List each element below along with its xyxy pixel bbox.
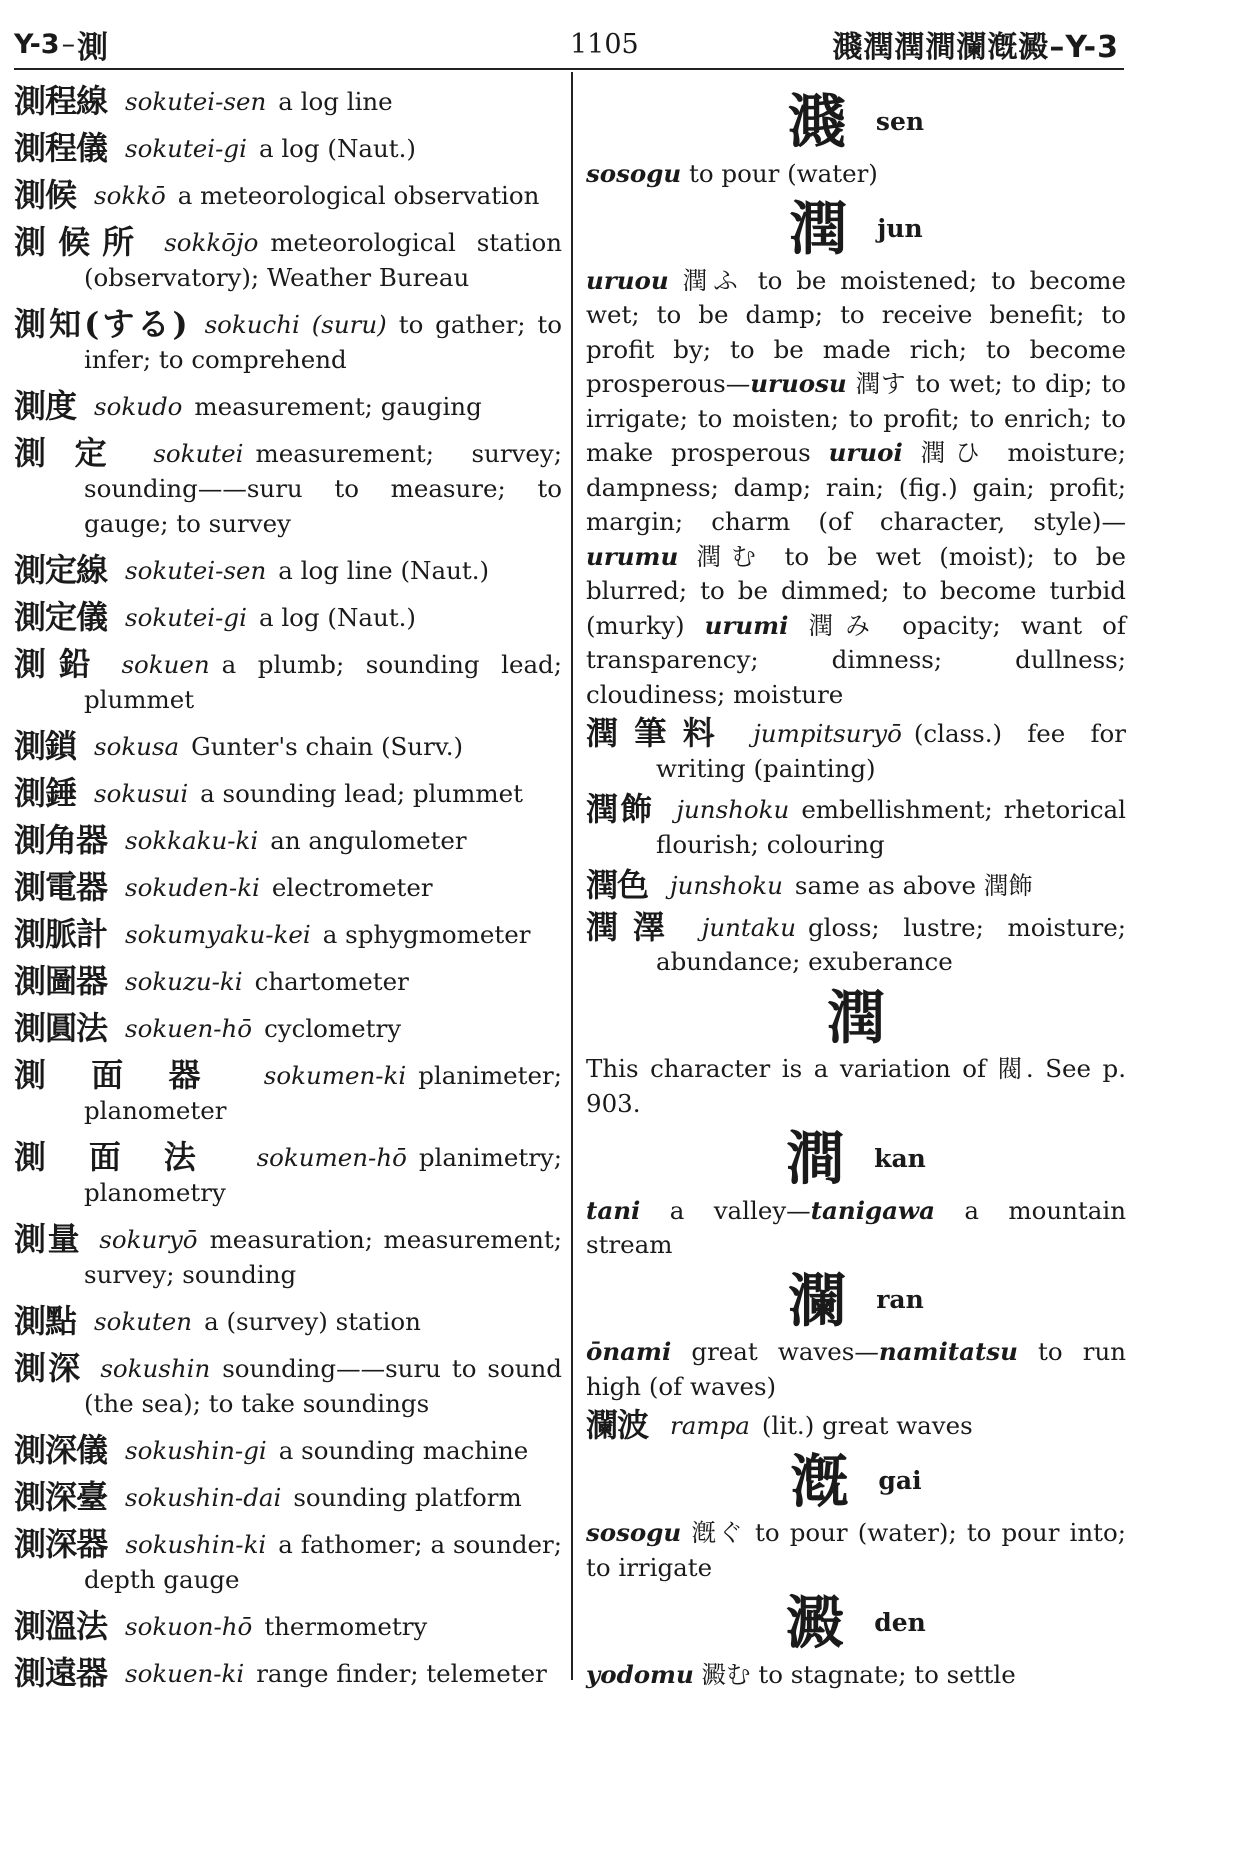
compound-entry [586, 1408, 1126, 1444]
headword-romaji: ran [876, 1285, 924, 1314]
entry-reading: sokuen-ki [125, 1659, 245, 1688]
dictionary-entry [14, 1011, 562, 1046]
headword-kanji: 澗 [786, 1124, 845, 1193]
entry-kanji: 潤飾 [586, 790, 655, 828]
dictionary-entry [14, 964, 562, 999]
kun-kanji: 潤ふ [682, 265, 744, 295]
entry-definition: sounding platform [293, 1483, 522, 1512]
entry-kanji: 測定儀 [14, 598, 108, 636]
jun-compounds [586, 716, 1126, 980]
headword-ran [586, 1266, 1126, 1334]
entry-reading: sokusa [94, 732, 180, 761]
kun-kanji: 潤す [855, 369, 907, 398]
definition-text: great waves— [691, 1337, 879, 1366]
kun-kanji: 潤ひ [920, 438, 990, 467]
entry-definition: a sphygmometer [322, 920, 531, 949]
dictionary-entry [586, 868, 1126, 904]
variant-note: This character is a variation of 閥. See p. 903. [586, 1054, 1126, 1118]
running-head-left [14, 20, 108, 68]
kun-reading: urumi [704, 610, 789, 640]
kun-reading: uruou [586, 265, 669, 295]
entry-definition: measurement; survey; sounding——suru to measure; to gauge; to survey [84, 439, 562, 538]
entry-definition: meteorological station (observatory); Weather Bureau [84, 228, 562, 292]
dictionary-entry [14, 84, 562, 119]
entry-definition: a plumb; sounding lead; plummet [84, 650, 562, 714]
section-code: Y-3 [14, 28, 60, 60]
entry-reading: sokuzu-ki [125, 967, 243, 996]
definition-text: to run high (of waves) [586, 1337, 1126, 1401]
definition-text: to wet; to dip; to irrigate; to moisten; to profit; to enrich; to make prosperous [586, 369, 1127, 467]
dictionary-entry [14, 553, 562, 588]
entry-definition: embellishment; rhetorical flourish; colouring [656, 795, 1126, 859]
kun-kanji: 潤み [808, 610, 883, 640]
entry-definition: chartometer [254, 967, 409, 996]
entry-definition: measuration; measurement; survey; sounding [84, 1225, 562, 1289]
headword-kanji: 漑 [790, 1447, 849, 1515]
headword-romaji: gai [878, 1466, 922, 1495]
kun-reading: sosogu [586, 1518, 682, 1547]
entry-reading: sokudo [94, 392, 183, 421]
kun-reading: sosogu [586, 158, 682, 188]
entry-reading: sokuryō [99, 1225, 198, 1254]
entry-kanji: 測點 [14, 1302, 77, 1340]
entry-reading: sokkō [94, 181, 166, 210]
entry-reading: sokutei-sen [125, 87, 267, 116]
entry-reading: sokutei-gi [125, 603, 247, 632]
headword-kanji: 潤 [789, 194, 848, 263]
entry-definition: sounding——suru to sound (the sea); to take soundings [84, 1354, 562, 1418]
entry-kanji: 測深 [14, 1349, 83, 1387]
kun-reading: ōnami [586, 1337, 672, 1366]
dictionary-entry [586, 792, 1126, 862]
entry-definition: Gunter's chain (Surv.) [191, 732, 464, 761]
definition-text: to pour (water); to pour into; to irrigate [586, 1518, 1126, 1582]
headword-kanji: 瀾 [788, 1266, 847, 1334]
entry-kanji: 測度 [14, 387, 77, 425]
dictionary-entry [14, 1480, 562, 1515]
entry-reading: sokumyaku-kei [125, 920, 311, 949]
entry-definition: range finder; telemeter [256, 1659, 547, 1688]
entry-definition: an angulometer [270, 826, 467, 855]
dictionary-entry [14, 1058, 562, 1128]
kun-kanji: 潤む [696, 541, 767, 571]
definition-text: a valley— [669, 1195, 811, 1225]
compound-definition: (lit.) great waves [761, 1411, 973, 1440]
kun-reading: tanigawa [810, 1195, 935, 1225]
kun-reading: uruoi [828, 438, 903, 467]
entry-kanji: 測候所 [14, 223, 147, 261]
dictionary-entry [14, 647, 562, 717]
entry-kanji: 測脈計 [14, 915, 108, 953]
entry-kanji: 測定 [14, 434, 136, 472]
entry-kanji: 測量 [14, 1220, 82, 1258]
headword-kanji: 潤 [826, 983, 885, 1051]
dictionary-entry [586, 716, 1126, 786]
definition-text: to be wet (moist); to be blurred; to be dimmed; to become turbid (murky) [586, 541, 1126, 640]
headword-romaji: kan [874, 1143, 926, 1173]
entry-reading: sokutei-gi [125, 134, 247, 163]
entry-reading: jumpitsuryō [753, 719, 902, 748]
headword-sen [586, 87, 1126, 156]
entry-reading: sokuchi (suru) [204, 310, 387, 339]
dictionary-entry [14, 389, 562, 424]
entry-definition: to gather; to infer; to comprehend [84, 310, 562, 374]
kun-reading: namitatsu [878, 1337, 1018, 1366]
dictionary-entry [14, 131, 562, 166]
dictionary-entry [14, 1656, 562, 1691]
headword-jun [586, 194, 1126, 263]
dictionary-entry [14, 1351, 562, 1421]
entry-definition: a sounding machine [278, 1436, 529, 1465]
dictionary-entry [14, 436, 562, 541]
head-kanji: 測 [77, 29, 109, 66]
entry-definition: a sounding lead; plummet [200, 779, 523, 808]
definition-sen [586, 157, 1126, 192]
entry-reading: sokutei [153, 439, 244, 468]
headword-kanji: 濺 [787, 87, 846, 156]
entry-reading: sokuden-ki [125, 873, 260, 902]
kun-reading: yodomu [586, 1659, 694, 1689]
entry-definition: thermometry [264, 1612, 428, 1641]
entry-kanji: 測程線 [14, 82, 108, 120]
compound-kanji: 瀾波 [586, 1406, 649, 1444]
dictionary-entry [14, 729, 562, 764]
definition-text: to stagnate; to settle [758, 1659, 1016, 1689]
entry-reading: sokushin-gi [125, 1436, 267, 1465]
entry-kanji: 測圓法 [14, 1009, 108, 1047]
entry-reading: sokumen-hō [256, 1143, 407, 1172]
kun-kanji: 漑ぐ [691, 1518, 745, 1547]
dictionary-entry [586, 907, 1126, 980]
entry-definition: cyclometry [264, 1014, 402, 1043]
dictionary-entry [14, 1304, 562, 1339]
entry-definition: a fathomer; a sounder; depth gauge [84, 1530, 562, 1594]
entry-kanji: 測電器 [14, 868, 108, 906]
entry-reading: sokushin-ki [125, 1530, 267, 1559]
entry-kanji: 測鉛 [14, 645, 104, 683]
entry-reading: sokuten [94, 1307, 193, 1336]
definition-den [586, 1658, 1126, 1693]
dictionary-entry [14, 1527, 562, 1597]
entry-kanji: 測候 [14, 176, 77, 214]
headword-romaji: sen [875, 106, 925, 136]
entry-definition: a log (Naut.) [258, 603, 416, 632]
entry-reading: sokkōjo [164, 228, 259, 257]
entry-definition: a log line (Naut.) [278, 556, 490, 585]
column-divider [571, 72, 573, 1680]
dictionary-entry [14, 600, 562, 635]
entry-kanji: 測鎖 [14, 727, 77, 765]
head-separator: – [61, 28, 76, 60]
entry-kanji: 測遠器 [14, 1654, 108, 1692]
entry-kanji: 測定線 [14, 551, 108, 589]
entry-definition: measurement; gauging [194, 392, 482, 421]
entry-definition: planimetry; planometry [84, 1143, 562, 1207]
entry-kanji: 測面法 [14, 1138, 239, 1176]
headword-variant [586, 983, 1126, 1051]
kun-reading: uruosu [750, 369, 847, 398]
headword-romaji: jun [877, 213, 923, 243]
entry-reading: sokushin-dai [125, 1483, 282, 1512]
dictionary-entry [14, 1222, 562, 1292]
entry-kanji: 測面器 [14, 1056, 246, 1094]
entry-reading: sokutei-sen [125, 556, 267, 585]
definition-kan [586, 1194, 1126, 1263]
entry-definition: a meteorological observation [177, 181, 540, 210]
kun-reading: tani [586, 1195, 641, 1225]
entry-reading: juntaku [701, 912, 796, 942]
headword-gai [586, 1447, 1126, 1515]
dictionary-entry [14, 1433, 562, 1468]
headword-romaji: den [874, 1607, 926, 1637]
definition-text: to be moistened; to become wet; to be damp; to receive benefit; to profit by; to be made rich; to become prosperous— [586, 265, 1127, 398]
compound-reading: rampa [670, 1411, 750, 1440]
entry-reading: sokushin [100, 1354, 211, 1383]
definition-gai [586, 1516, 1126, 1585]
dictionary-entry [14, 823, 562, 858]
kun-kanji: 澱む [701, 1659, 751, 1689]
definition-jun [586, 264, 1126, 713]
entry-reading: junshoku [670, 871, 783, 900]
entry-definition: a (survey) station [204, 1307, 421, 1336]
kun-reading: urumu [586, 541, 679, 571]
definition-text: to pour (water) [689, 158, 878, 188]
headword-kan [586, 1124, 1126, 1193]
dictionary-entry [14, 1609, 562, 1644]
entry-definition: (class.) fee for writing (painting) [656, 719, 1126, 783]
entry-definition: a log (Naut.) [258, 134, 416, 163]
dictionary-entry [14, 917, 562, 952]
definition-text: a mountain stream [586, 1195, 1126, 1259]
entry-reading: sokkaku-ki [125, 826, 259, 855]
entry-reading: junshoku [676, 795, 790, 824]
headword-kanji: 澱 [786, 1588, 845, 1657]
left-column [14, 84, 562, 1703]
headword-den [586, 1588, 1126, 1657]
entry-kanji: 測溫法 [14, 1607, 108, 1645]
entry-kanji: 測程儀 [14, 129, 108, 167]
dictionary-entry [14, 307, 562, 377]
definition-ran [586, 1335, 1126, 1404]
entry-reading: sokuon-hō [125, 1612, 253, 1641]
entry-kanji: 潤色 [586, 866, 649, 904]
right-column [586, 84, 1126, 1696]
header-rule [14, 68, 1124, 70]
entry-kanji: 測深器 [14, 1525, 108, 1563]
entry-definition: a log line [278, 87, 393, 116]
entry-kanji: 測圖器 [14, 962, 108, 1000]
entry-definition: gloss; lustre; moisture; abundance; exuberance [656, 912, 1126, 976]
dictionary-entry [14, 1140, 562, 1210]
page-number: 1105 [570, 28, 639, 60]
entry-definition: planimeter; planometer [84, 1061, 562, 1125]
entry-reading: sokumen-ki [263, 1061, 407, 1090]
entry-definition: same as above 潤飾 [794, 871, 1033, 900]
entry-reading: sokuen [121, 650, 210, 679]
entry-definition: electrometer [271, 873, 433, 902]
entry-kanji: 測深儀 [14, 1431, 108, 1469]
entry-kanji: 潤筆料 [586, 714, 732, 752]
entry-kanji: 潤澤 [586, 907, 680, 946]
dictionary-entry [14, 870, 562, 905]
running-head-right: 濺潤潤澗瀾漑澱–Y-3 [832, 30, 1119, 65]
definition-text: opacity; want of transparency; dimness; dullness; cloudiness; moisture [586, 610, 1127, 709]
definition-text: moisture; dampness; damp; rain; (fig.) gain; profit; margin; charm (of character, style)— [586, 438, 1127, 536]
entry-kanji: 測錘 [14, 774, 77, 812]
dictionary-entry [14, 178, 562, 213]
entry-kanji: 測知(する) [14, 305, 187, 343]
entry-kanji: 測角器 [14, 821, 108, 859]
entry-kanji: 測深臺 [14, 1478, 108, 1516]
entry-reading: sokuen-hō [125, 1014, 253, 1043]
entry-reading: sokusui [94, 779, 189, 808]
dictionary-entry [14, 776, 562, 811]
dictionary-entry [14, 225, 562, 295]
